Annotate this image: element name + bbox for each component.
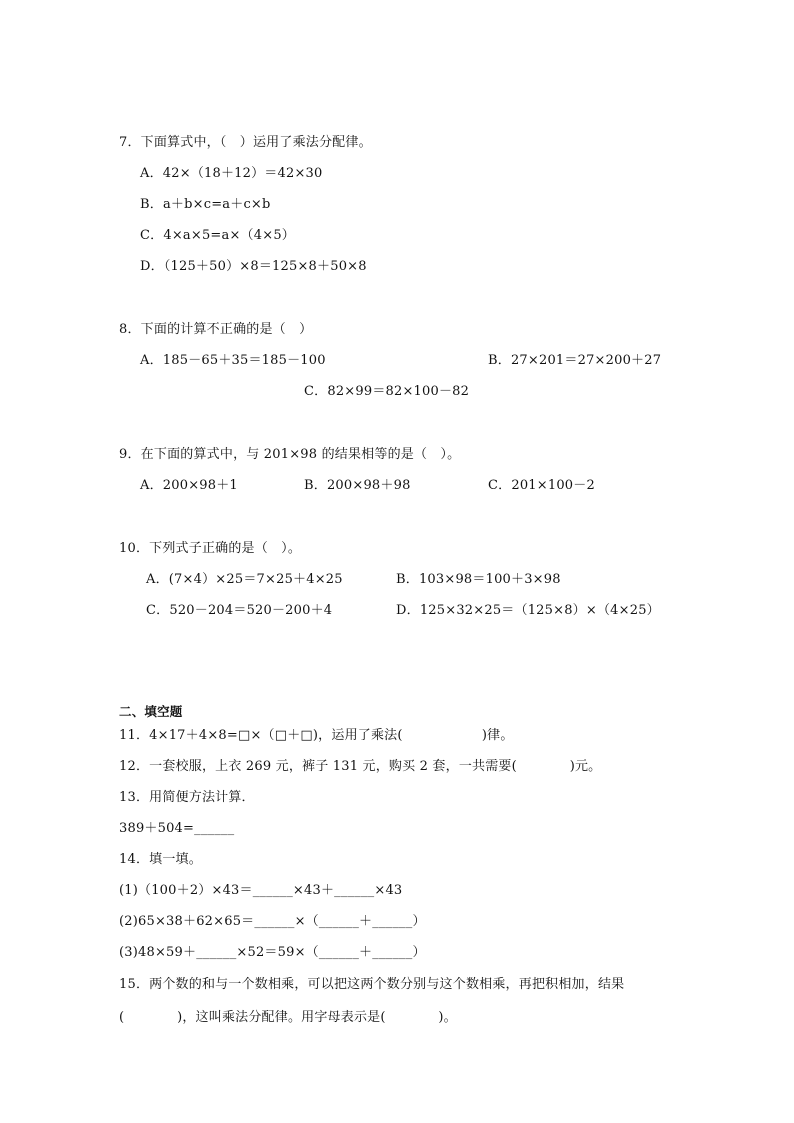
- q12-text: 12．一套校服，上衣 269 元，裤子 131 元，购买 2 套，一共需要( )元。: [119, 759, 602, 774]
- q14-item-1: (1)（100＋2）×43＝______×43＋______×43: [119, 883, 403, 898]
- q9-option-a: A．200×98＋1: [140, 478, 238, 493]
- section-heading-fill-in: 二、填空题: [119, 704, 183, 719]
- q14-item-3: (3)48×59＋______×52＝59×（______＋______）: [119, 945, 426, 960]
- q11-text: 11．4×17＋4×8=□×（□＋□)，运用了乘法( )律。: [119, 728, 514, 743]
- q10-stem: 10．下列式子正确的是（ ）。: [119, 541, 302, 556]
- q14-item-2: (2)65×38＋62×65＝______×（______＋______）: [119, 914, 426, 929]
- q15-line-2: ( )，这叫乘法分配律。用字母表示是( )。: [119, 1010, 457, 1025]
- q10-option-c: C．520－204＝520－200＋4: [146, 603, 333, 618]
- q7-stem: 7．下面算式中，（ ）运用了乘法分配律。: [119, 135, 372, 150]
- q10-option-d: D．125×32×25＝（125×8）×（4×25）: [396, 603, 660, 618]
- q10-option-a: A．(7×4）×25＝7×25＋4×25: [146, 572, 343, 587]
- q15-line-1: 15．两个数的和与一个数相乘，可以把这两个数分别与这个数相乘，再把积相加，结果: [119, 977, 625, 992]
- q8-option-c: C．82×99＝82×100－82: [304, 384, 470, 399]
- q8-stem: 8．下面的计算不正确的是（ ）: [119, 322, 313, 337]
- q9-option-c: C．201×100－2: [488, 478, 595, 493]
- q7-option-d: D．（125＋50）×8＝125×8＋50×8: [140, 259, 367, 274]
- q10-option-b: B．103×98＝100＋3×98: [396, 572, 561, 587]
- q8-option-a: A．185－65＋35＝185－100: [140, 353, 326, 368]
- q7-option-a: A．42×（18＋12）＝42×30: [140, 166, 323, 181]
- q8-option-b: B．27×201＝27×200＋27: [488, 353, 662, 368]
- q13-expression: 389＋504=______: [119, 821, 235, 836]
- q14-stem: 14．填一填。: [119, 852, 202, 867]
- q7-option-b: B．a＋b×c=a＋c×b: [140, 197, 271, 212]
- q9-option-b: B．200×98＋98: [304, 478, 411, 493]
- q9-stem: 9．在下面的算式中，与 201×98 的结果相等的是（ ）。: [119, 447, 461, 462]
- q13-stem: 13．用简便方法计算．: [119, 790, 255, 805]
- q7-option-c: C．4×a×5=a×（4×5）: [140, 228, 295, 243]
